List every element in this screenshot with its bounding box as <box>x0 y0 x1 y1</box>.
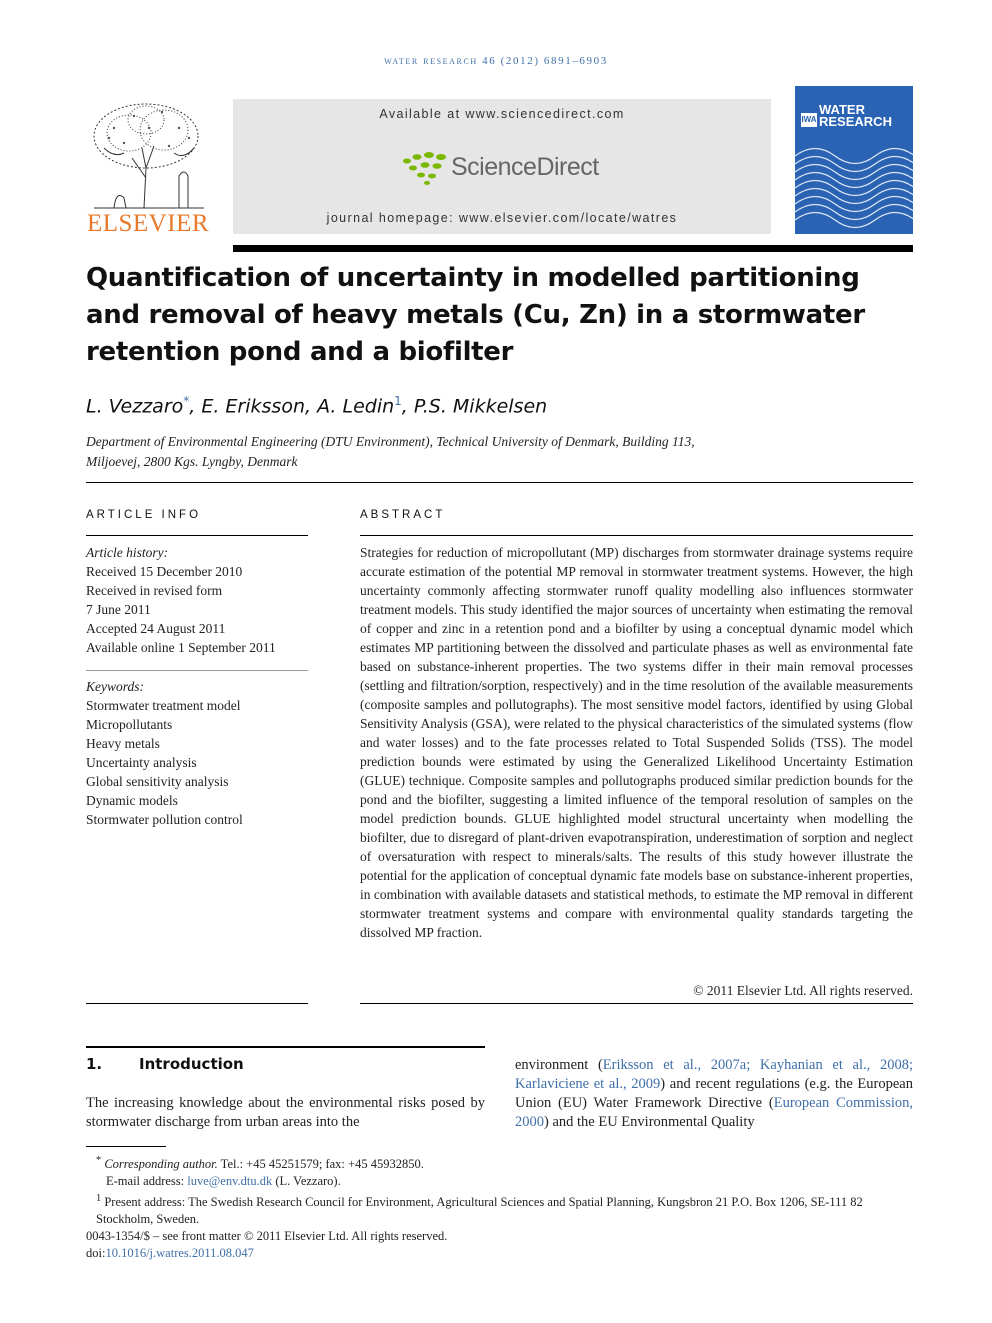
issn-line: 0043-1354/$ – see front matter © 2011 Elsevier Ltd. All rights reserved. <box>86 1229 448 1244</box>
cover-title-line1: WATER <box>819 102 865 117</box>
abstract-rule <box>360 535 913 536</box>
intro-number: 1. <box>86 1055 103 1073</box>
article-info-label: ARTICLE INFO <box>86 509 202 521</box>
keywords-rule <box>86 670 308 671</box>
journal-cover[interactable] <box>795 86 913 234</box>
sciencedirect-banner <box>233 99 771 234</box>
history-item: 7 June 2011 <box>86 602 151 617</box>
elsevier-tree-icon <box>84 98 212 210</box>
cover-wave-icon <box>795 136 913 234</box>
author-vezzaro: L. Vezzaro <box>86 395 184 418</box>
article-title: Quantification of uncertainty in modelled partitioning and removal of heavy metals (Cu, Zn) in a stormwater retention pond and a biofilter <box>86 263 865 367</box>
intro-text: ) and recent regulations (e.g. the European Union (EU) Water Framework Directive ( <box>515 1076 913 1111</box>
history-item: Available online 1 September 2011 <box>86 640 276 655</box>
keyword-item: Global sensitivity analysis <box>86 774 229 789</box>
present-address-text: Present address: The Swedish Research Council for Environment, Agricultural Sciences and Spatial Planning, Kungsbron 21 P.O. Box 1206, SE-111 82 Stockholm, Sweden. <box>96 1195 863 1227</box>
footnotes <box>86 1152 916 1262</box>
sciencedirect-logo <box>399 147 639 187</box>
author-list <box>86 394 547 417</box>
running-head: water research 46 (2012) 6891–6903 <box>384 55 608 67</box>
intro-right-paragraph <box>515 1056 913 1132</box>
keyword-item: Stormwater treatment model <box>86 698 241 713</box>
corresponding-author-note <box>86 1152 916 1173</box>
email-label: E-mail address: <box>106 1174 188 1189</box>
journal-homepage-text[interactable]: journal homepage: www.elsevier.com/locate/watres <box>326 211 678 225</box>
article-history-label: Article history: <box>86 545 169 560</box>
keyword-item: Stormwater pollution control <box>86 812 243 827</box>
article-info-bottom-rule <box>86 1003 308 1004</box>
footnote-mark: 1 <box>96 1193 102 1205</box>
cover-title <box>819 104 892 128</box>
elsevier-wordmark: ELSEVIER <box>86 210 210 237</box>
keyword-item: Uncertainty analysis <box>86 755 197 770</box>
contact-numbers: Tel.: +45 45251579; fax: +45 45932850. <box>217 1157 424 1172</box>
keyword-item: Heavy metals <box>86 736 160 751</box>
affiliation <box>86 432 786 472</box>
abstract-copyright: © 2011 Elsevier Ltd. All rights reserved. <box>693 983 913 998</box>
intro-text: ) and the EU Environmental Quality <box>544 1114 755 1130</box>
corresponding-author-mark[interactable]: * <box>183 394 190 408</box>
intro-rule <box>86 1046 485 1048</box>
email-link[interactable]: luve@env.dtu.dk <box>187 1174 273 1189</box>
email-note <box>86 1173 916 1190</box>
history-item: Accepted 24 August 2011 <box>86 621 226 636</box>
iwa-badge: IWA <box>801 113 817 127</box>
abstract-text: Strategies for reduction of micropollutant (MP) discharges from stormwater drainage systems require accurate estimation of the potential MP removal in stormwater treatment systems. However, the high uncertainty commonly affecting stormwater runoff quality modelling also influences stormwater treatment models. This study identified the major sources of uncertainty when estimating the removal of copper and zinc in a retention pond and a biofilter by using a conceptual dynamic model which estimates MP partitioning between the dissolved and particulate phases as well as environmental fate based on substance-inherent properties. The two systems differ in their main removal processes (settling and filtration/sorption, respectively) and in the time resolution of the available measurements (composite samples and pollutographs). The most sensitive model factors, identified by using Global Sensitivity Analysis (GSA), were related to the physical characteristics of the simulated systems (flow and water losses) and to the fate processes related to Total Suspended Solids (TSS). The model prediction bounds were estimated by using the Generalized Likelihood Uncertainty Estimation (GLUE) technique. Composite samples and pollutographs produced similar prediction bounds for the pond and the biofilter, suggesting a limited influence of the temporal resolution of samples on the model prediction bounds. GLUE highlighted model structural uncertainty when modelling the biofilter, due to disregard of plant-driven evapotranspiration, underestimation of sorption and neglect of oversaturation with respect to minerals/salts. The results of this study however illustrate the potential for the application of conceptual dynamic fate models base on substance-inherent properties, in combination with available datasets and statistical methods, to estimate the MP removal in different stormwater treatment systems and compare with environmental quality standards targeting the dissolved MP fraction. <box>360 545 913 940</box>
intro-left-paragraph: The increasing knowledge about the environmental risks posed by stormwater discharge from urban areas into the <box>86 1095 485 1130</box>
abstract-bottom-rule <box>360 1003 913 1004</box>
affiliation-line-1: Department of Environmental Engineering (DTU Environment), Technical University of Denmark, Building 113, <box>86 434 695 449</box>
footnote-mark: * <box>96 1155 102 1166</box>
citation-link[interactable]: European Commission, 2000 <box>515 1095 913 1130</box>
citation-link[interactable]: Eriksson et al., 2007a; Kayhanian et al., 2008; Karlaviciene et al., 2009 <box>515 1057 913 1092</box>
article-history <box>86 543 308 657</box>
history-item: Received 15 December 2010 <box>86 564 243 579</box>
sciencedirect-wordmark: ScienceDirect <box>451 153 599 181</box>
intro-title: Introduction <box>139 1055 244 1073</box>
abstract-label: ABSTRACT <box>360 509 446 521</box>
elsevier-logo <box>84 98 212 236</box>
cover-title-line2: RESEARCH <box>819 114 892 129</box>
email-after: (L. Vezzaro). <box>272 1174 341 1189</box>
available-at-text[interactable]: Available at www.sciencedirect.com <box>379 107 625 121</box>
keywords <box>86 677 308 829</box>
keywords-label: Keywords: <box>86 679 144 694</box>
author-mikkelsen: , P.S. Mikkelsen <box>401 395 548 418</box>
history-item: Received in revised form <box>86 583 223 598</box>
affiliation-line-2: Miljoevej, 2800 Kgs. Lyngby, Denmark <box>86 454 298 469</box>
section-divider <box>86 482 913 483</box>
present-address-note <box>86 1190 916 1228</box>
article-info-rule <box>86 535 308 536</box>
header-rule <box>233 245 913 252</box>
keyword-item: Dynamic models <box>86 793 178 808</box>
intro-text: environment ( <box>515 1057 603 1073</box>
authors-middle: , E. Eriksson, A. Ledin <box>189 395 395 418</box>
sciencedirect-dots-icon <box>399 151 451 187</box>
keyword-item: Micropollutants <box>86 717 173 732</box>
doi-line <box>86 1245 916 1262</box>
footnote-rule <box>86 1146 166 1147</box>
doi-label: doi: <box>86 1246 106 1261</box>
corresponding-author-label: Corresponding author. <box>104 1157 218 1172</box>
intro-heading <box>86 1055 485 1075</box>
doi-link[interactable]: 10.1016/j.watres.2011.08.047 <box>105 1246 254 1261</box>
present-address-mark[interactable]: 1 <box>394 394 402 408</box>
